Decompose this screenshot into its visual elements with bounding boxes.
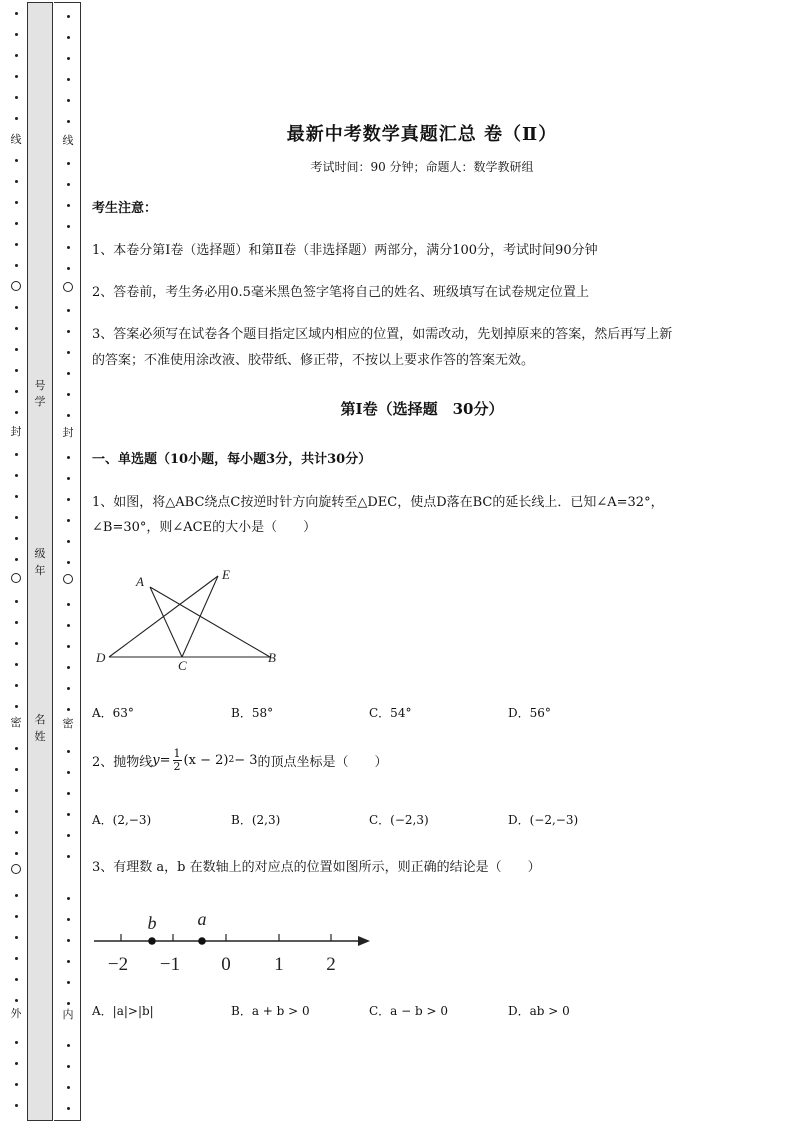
cut-dot (67, 939, 70, 942)
cut-dot (67, 267, 70, 270)
line-ab (150, 587, 270, 657)
cut-dot (15, 831, 18, 834)
cut-circle-icon (11, 864, 21, 874)
cut-dot (15, 768, 18, 771)
cut-dot (15, 1104, 18, 1107)
q2-option-a[interactable]: A．(2,−3) (92, 813, 152, 827)
inner-char-feng: 封 (62, 426, 74, 439)
cut-dot (15, 789, 18, 792)
label-b: B (268, 650, 276, 665)
cut-dot (15, 117, 18, 120)
cut-circle-icon (63, 282, 73, 292)
cut-dot (67, 183, 70, 186)
cut-dot (67, 981, 70, 984)
line-ce (182, 576, 218, 657)
inner-char-mi: 密 (62, 717, 74, 730)
label-point-a: a (197, 909, 207, 929)
cut-dot (15, 306, 18, 309)
inner-char-xian: 线 (62, 134, 74, 147)
notice-item-3-cont: 的答案；不准使用涂改液、胶带纸、修正带，不按以上要求作答的答案无效。 (92, 353, 535, 368)
binding-margin (0, 0, 90, 1123)
cut-dot (67, 57, 70, 60)
cut-dot (67, 624, 70, 627)
label-c: C (178, 658, 187, 673)
cut-dot (67, 960, 70, 963)
cut-dot (67, 792, 70, 795)
cut-dot (15, 1062, 18, 1065)
cut-dot (67, 603, 70, 606)
cut-dot (15, 96, 18, 99)
cut-dot (67, 477, 70, 480)
cut-dot (15, 642, 18, 645)
number-line-figure (92, 905, 382, 980)
cut-dot (67, 330, 70, 333)
q2-option-b[interactable]: B．(2,3) (231, 813, 281, 827)
cut-dot (67, 393, 70, 396)
tick-label-1: 1 (274, 954, 284, 975)
cut-dot (67, 120, 70, 123)
line-ac (150, 587, 182, 657)
exam-info: 考试时间：90 分钟；命题人：数学教研组 (310, 160, 534, 174)
q1-option-a[interactable]: A．63° (92, 706, 134, 720)
q3-option-a[interactable]: A．|a|>|b| (92, 1004, 154, 1018)
cut-dot (15, 453, 18, 456)
section-heading: 一、单选题（10小题，每小题3分，共计30分） (92, 452, 372, 467)
cut-dot (67, 78, 70, 81)
page-title: 最新中考数学真题汇总 卷（Ⅱ） (286, 124, 558, 145)
question-1-options (92, 704, 712, 720)
q2-option-c[interactable]: C．(−2,3) (369, 813, 429, 827)
q1-option-c[interactable]: C．54° (369, 706, 412, 720)
margin-char-wai: 外 (10, 1007, 22, 1020)
margin-char-xian: 线 (10, 133, 22, 146)
section-title: 第Ⅰ卷（选择题 30分） (340, 400, 504, 418)
cut-dot (15, 810, 18, 813)
student-id-label-1: 号 (34, 379, 46, 392)
cut-dot (67, 414, 70, 417)
cut-dot (15, 537, 18, 540)
triangle-figure (92, 562, 292, 677)
cut-dot (15, 1041, 18, 1044)
inner-dot-column (62, 3, 74, 1126)
student-id-label-2: 学 (34, 395, 46, 408)
cut-dot (67, 519, 70, 522)
inner-char-nei: 内 (62, 1008, 74, 1021)
cut-circle-icon (11, 281, 21, 291)
cut-dot (67, 372, 70, 375)
cut-dot (15, 348, 18, 351)
grade-label-1: 级 (34, 547, 46, 560)
cut-dot (67, 771, 70, 774)
cut-dot (15, 894, 18, 897)
q3-option-b[interactable]: B．a + b > 0 (231, 1004, 310, 1018)
cut-dot (15, 558, 18, 561)
cut-dot (15, 978, 18, 981)
cut-dot (67, 855, 70, 858)
cut-dot (67, 540, 70, 543)
q2-tail: − 3 (234, 752, 258, 768)
student-info-band (27, 2, 53, 1121)
number-line-arrow-icon (358, 936, 370, 946)
cut-dot (15, 201, 18, 204)
cut-dot (67, 645, 70, 648)
cut-dot (15, 915, 18, 918)
exam-content (92, 0, 752, 1123)
cut-dot (67, 351, 70, 354)
cut-dot (67, 918, 70, 921)
cut-dot (15, 243, 18, 246)
question-3-text: 3、有理数 a，b 在数轴上的对应点的位置如图所示，则正确的结论是（ ） (92, 860, 541, 875)
margin-char-mi: 密 (10, 716, 22, 729)
cut-dot (67, 834, 70, 837)
cut-dot (67, 1107, 70, 1110)
cut-dot (15, 516, 18, 519)
cut-dot (67, 687, 70, 690)
left-dot-column (10, 0, 22, 1123)
cut-dot (67, 162, 70, 165)
cut-dot (15, 264, 18, 267)
cut-dot (15, 159, 18, 162)
inner-binding-box (54, 2, 81, 1121)
q2-frac-num: 1 (173, 746, 181, 760)
cut-dot (15, 852, 18, 855)
cut-dot (15, 33, 18, 36)
cut-dot (15, 222, 18, 225)
label-a: A (136, 574, 144, 589)
name-label-2: 姓 (34, 730, 46, 743)
name-label-1: 名 (34, 713, 46, 726)
cut-dot (67, 225, 70, 228)
label-e: E (222, 567, 230, 582)
q2-prefix: 2、抛物线 (92, 754, 153, 770)
cut-dot (15, 999, 18, 1002)
cut-dot (67, 561, 70, 564)
cut-dot (67, 99, 70, 102)
q2-frac-den: 2 (173, 759, 181, 773)
cut-dot (15, 75, 18, 78)
cut-dot (67, 897, 70, 900)
cut-dot (15, 327, 18, 330)
cut-dot (15, 495, 18, 498)
cut-dot (15, 180, 18, 183)
cut-dot (15, 705, 18, 708)
cut-dot (67, 36, 70, 39)
cut-dot (15, 411, 18, 414)
question-1-text-cont: ∠B=30°，则∠ACE的大小是（ ） (92, 520, 317, 535)
question-2-options (92, 811, 712, 827)
cut-dot (67, 204, 70, 207)
notice-item-2: 2、答卷前，考生务必用0.5毫米黑色签字笔将自己的姓名、班级填写在试卷规定位置上 (92, 285, 589, 300)
label-point-b: b (147, 913, 157, 933)
cut-dot (67, 456, 70, 459)
notice-heading: 考生注意： (92, 201, 158, 216)
tick-label-2: 2 (326, 954, 336, 975)
cut-dot (67, 1044, 70, 1047)
cut-dot (67, 309, 70, 312)
cut-dot (15, 54, 18, 57)
q2-fraction (173, 748, 182, 773)
cut-dot (15, 684, 18, 687)
point-b (148, 937, 156, 945)
cut-dot (15, 663, 18, 666)
cut-dot (67, 666, 70, 669)
q3-option-c[interactable]: C．a − b > 0 (369, 1004, 449, 1018)
cut-circle-icon (63, 574, 73, 584)
cut-dot (67, 498, 70, 501)
q2-suffix: 的顶点坐标是（ ） (257, 754, 388, 770)
tick-label-neg1: −1 (159, 954, 181, 975)
question-1-text: 1、如图，将△ABC绕点C按逆时针方向旋转至△DEC，使点D落在BC的延长线上．已知∠A=32°， (92, 495, 664, 510)
q2-var: y (152, 752, 160, 768)
notice-item-3: 3、答案必须写在试卷各个题目指定区域内相应的位置，如需改动，先划掉原来的答案，然后再写上新 (92, 327, 673, 342)
question-3-options (92, 1002, 712, 1018)
cut-dot (67, 708, 70, 711)
cut-dot (67, 1065, 70, 1068)
cut-dot (15, 621, 18, 624)
cut-dot (67, 813, 70, 816)
cut-circle-icon (11, 573, 21, 583)
cut-dot (15, 957, 18, 960)
grade-label-2: 年 (34, 564, 46, 577)
q2-exp: 2 (228, 755, 235, 765)
cut-dot (67, 1086, 70, 1089)
q1-option-b[interactable]: B．58° (231, 706, 274, 720)
margin-char-feng: 封 (10, 425, 22, 438)
cut-dot (15, 936, 18, 939)
q1-option-d[interactable]: D．56° (508, 706, 551, 720)
cut-dot (15, 12, 18, 15)
cut-dot (15, 390, 18, 393)
cut-dot (15, 369, 18, 372)
cut-dot (15, 474, 18, 477)
q2-eq: = (159, 752, 171, 768)
cut-dot (67, 15, 70, 18)
question-2-text (92, 744, 388, 776)
cut-dot (15, 600, 18, 603)
cut-dot (67, 1002, 70, 1005)
notice-item-1: 1、本卷分第Ⅰ卷（选择题）和第Ⅱ卷（非选择题）两部分，满分100分，考试时间90分钟 (92, 243, 598, 258)
q2-option-d[interactable]: D．(−2,−3) (508, 813, 579, 827)
tick-label-neg2: −2 (107, 954, 129, 975)
tick-label-0: 0 (221, 954, 231, 975)
cut-dot (15, 1083, 18, 1086)
cut-dot (67, 750, 70, 753)
cut-dot (15, 747, 18, 750)
point-a (198, 937, 206, 945)
cut-dot (67, 246, 70, 249)
q2-expr: (x − 2) (183, 752, 229, 768)
q3-option-d[interactable]: D．ab > 0 (508, 1004, 570, 1018)
label-d: D (96, 650, 106, 665)
